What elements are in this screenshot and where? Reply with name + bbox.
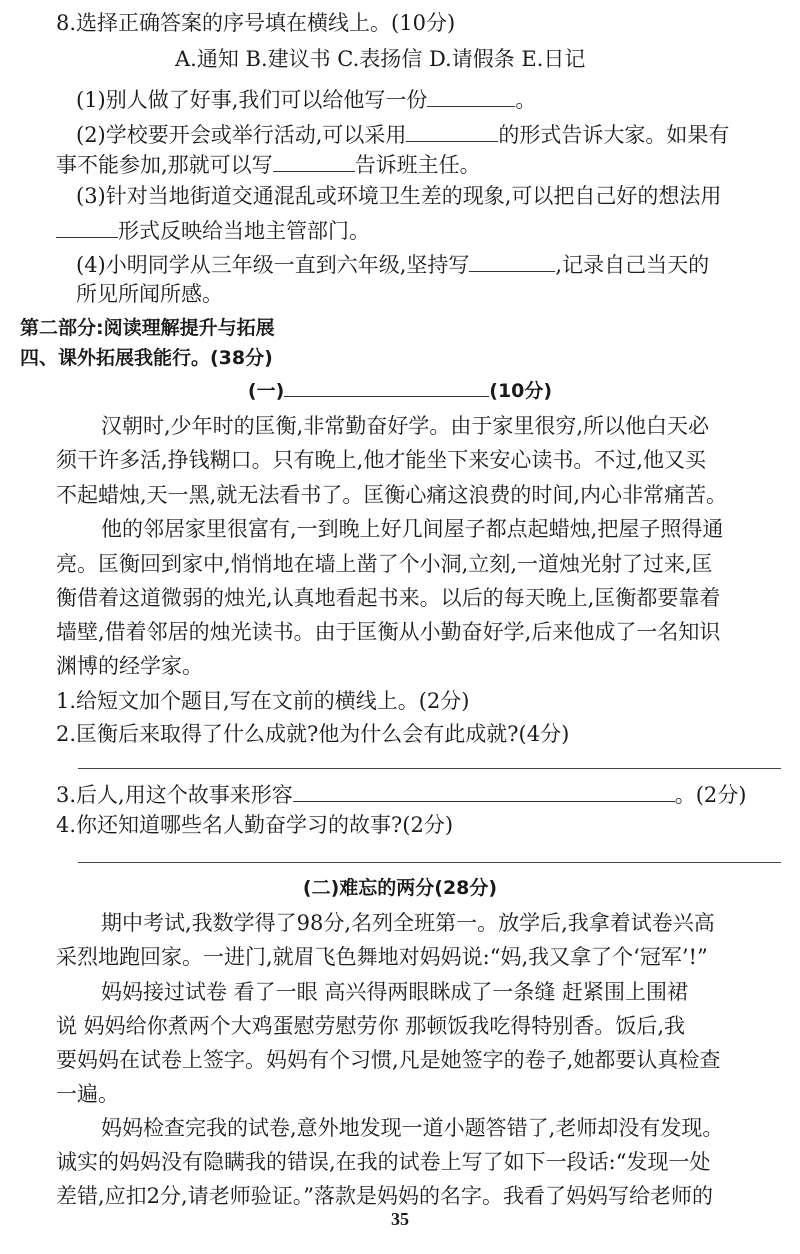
passage2-line: 诚实的妈妈没有隐瞒我的错误,在我的试卷上写了如下一段话:“发现一处 <box>56 1150 711 1174</box>
passage2-line: 采烈地跑回家。一进门,就眉飞色舞地对妈妈说:“妈,我又拿了个‘冠军’!” <box>56 945 708 969</box>
passage1-line: 汉朝时,少年时的匡衡,非常勤奋好学。由于家里很穷,所以他白天必 <box>101 414 710 438</box>
passage2-line: 妈妈检查完我的试卷,意外地发现一道小题答错了,老师却没有发现。 <box>101 1116 724 1140</box>
answer-line[interactable] <box>78 862 781 863</box>
q8-stem: 8.选择正确答案的序号填在横线上。(10分) <box>56 11 456 35</box>
q8-sub3-line1: (3)针对当地街道交通混乱或环境卫生差的现象,可以把自己好的想法用 <box>76 184 722 208</box>
answer-blank[interactable] <box>469 247 555 272</box>
answer-line[interactable] <box>78 768 781 769</box>
passage1-line: 不起蜡烛,天一黑,就无法看书了。匡衡心痛这浪费的时间,内心非常痛苦。 <box>56 483 728 507</box>
passage1-line: 亮。匡衡回到家中,悄悄地在墙上凿了个小洞,立刻,一道烛光射了过来,匡 <box>56 552 713 576</box>
passage1-line: 墙壁,借着邻居的烛光读书。由于匡衡从小勤奋好学,后来他成了一名知识 <box>56 620 721 644</box>
passage1-q4: 4.你还知道哪些名人勤奋学习的故事?(2分) <box>56 813 454 837</box>
passage2-line: 一遍。 <box>56 1082 119 1106</box>
passage1-q1: 1.给短文加个题目,写在文前的横线上。(2分) <box>56 689 470 713</box>
q8-sub2-line2: 事不能参加,那就可以写 告诉班主任。 <box>56 147 800 180</box>
passage2-line: 妈妈接过试卷 看了一眼 高兴得两眼眯成了一条缝 赶紧围上围裙 <box>101 980 689 1004</box>
q8-sub4-line2: 所见所闻所感。 <box>76 282 223 306</box>
passage2-line: 期中考试,我数学得了98分,名列全班第一。放学后,我拿着试卷兴高 <box>101 911 715 935</box>
passage2-line: 要妈妈在试卷上签字。妈妈有个习惯,凡是她签字的卷子,她都要认真检查 <box>56 1048 721 1072</box>
answer-blank[interactable] <box>406 117 498 142</box>
passage1-line: 衡借着这道微弱的烛光,认真地看起书来。以后的每天晚上,匡衡都要靠着 <box>56 586 721 610</box>
answer-blank[interactable] <box>273 147 355 172</box>
passage1-q3: 3.后人,用这个故事来形容 。(2分) <box>56 777 800 810</box>
title-blank[interactable] <box>284 376 489 397</box>
passage1-q2: 2.匡衡后来取得了什么成就?他为什么会有此成就?(4分) <box>56 722 570 746</box>
q8-sub1: (1)别人做了好事,我们可以给他写一份 。 <box>76 82 800 115</box>
page-number: 35 <box>391 1209 409 1229</box>
passage1-line: 渊博的经学家。 <box>56 654 203 678</box>
q8-sub2-line1: (2)学校要开会或举行活动,可以采用 的形式告诉大家。如果有 <box>76 117 800 150</box>
answer-blank[interactable] <box>56 213 118 238</box>
passage1-line: 须干许多活,挣钱糊口。只有晚上,他才能坐下来安心读书。不过,他又买 <box>56 448 707 472</box>
q8-sub3-line2: 形式反映给当地主管部门。 <box>56 213 800 246</box>
q8-sub4-line1: (4)小明同学从三年级一直到六年级,坚持写 ,记录自己当天的 <box>76 247 800 280</box>
section4-heading: 四、课外拓展我能行。(38分) <box>20 347 273 369</box>
passage2-title: (二)难忘的两分(28分) <box>302 877 498 899</box>
part2-heading: 第二部分:阅读理解提升与拓展 <box>20 317 275 339</box>
passage1-line: 他的邻居家里很富有,一到晚上好几间屋子都点起蜡烛,把屋子照得通 <box>101 517 724 541</box>
passage1-title: (一) (10分) <box>0 376 800 406</box>
answer-blank[interactable] <box>293 777 675 802</box>
answer-blank[interactable] <box>427 82 515 107</box>
q8-options: A.通知 B.建议书 C.表扬信 D.请假条 E.日记 <box>175 47 586 71</box>
passage2-line: 说 妈妈给你煮两个大鸡蛋慰劳慰劳你 那顿饭我吃得特别香。饭后,我 <box>56 1014 686 1038</box>
passage2-line: 差错,应扣2分,请老师验证。”落款是妈妈的名字。我看了妈妈写给老师的 <box>56 1184 713 1208</box>
